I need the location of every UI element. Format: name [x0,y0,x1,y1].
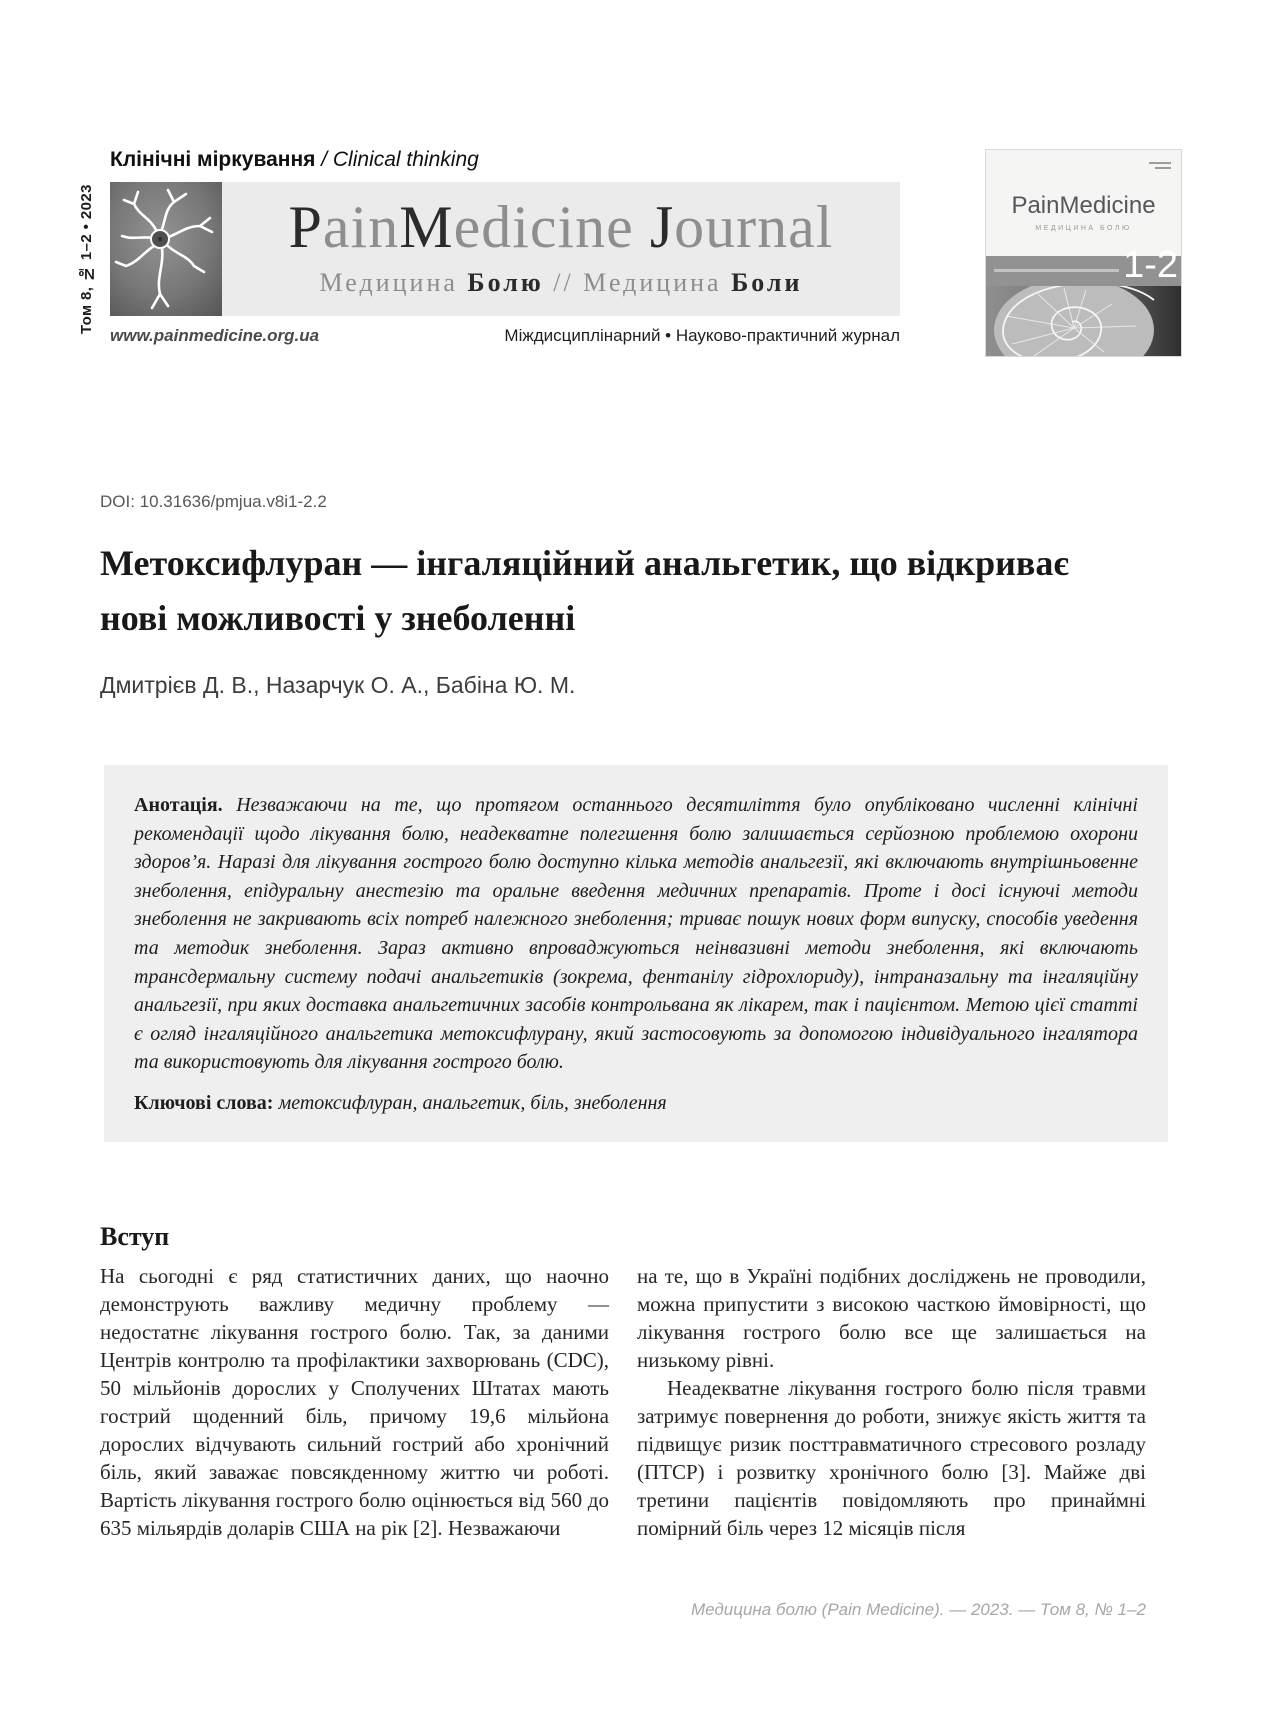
masthead-banner [222,182,900,316]
keywords-paragraph [134,1089,1138,1118]
section-heading-line [110,148,479,172]
journal-title-part: ain [322,194,400,260]
authors-line: Дмитрієв Д. В., Назарчук О. А., Бабіна Ю. М. [100,672,576,698]
journal-title [222,194,900,260]
cover-journal-subtitle: МЕДИЦИНА БОЛЮ [1035,225,1132,232]
journal-subtitle-separator: // [543,268,584,297]
journal-subtitle-part: Медицина [583,268,732,297]
journal-subtitle [222,268,900,298]
cover-issue-band [986,244,1181,286]
journal-neuron-logo-image [110,182,222,316]
body-column-left [100,1262,609,1542]
journal-subtitle-part: Боли [731,268,803,297]
cover-top-panel [986,150,1181,256]
intro-section-heading: Вступ [100,1222,170,1251]
journal-kind-label: Міждисциплінарний • Науково-практичний журнал [504,326,900,345]
journal-title-part: J [633,194,675,260]
body-column-right [637,1262,1146,1542]
section-label-ua: Клінічні міркування [110,148,316,171]
abstract-box [104,765,1168,1142]
article-title-line2: нові можливості у знеболенні [100,597,576,638]
journal-title-part: edicine [453,194,634,260]
abstract-text: Незважаючи на те, що протягом останнього десятиліття було опубліковано численні клінічні рекомендації щодо лікування болю, неадекватне полегшення болю залишається серйозною проблемою охорони здоров’я. Наразі для лікування гострого болю доступно кілька методів анальгезії, які включають внутрішньовенне знеболення, епідуральну анестезію та оральне введення медичних препаратів. Проте і досі існуючі методи знеболення не закривають всіх потреб належного знеболення; триває пошук нових форм випуску, способів уведення та методик знеболення. Зараз активно впроваджуються неінвазивні методи знеболення, які включають трансдермальну систему подачі анальгетиків (зокрема, фентанілу гідрохлориду), інтраназальну та інгаляційну анальгезії, при яких доставка анальгетичних засобів контрольвана як лікарем, так і пацієнтом. Метою цієї статті є огляд інгаляційного анальгетика метоксифлурану, який застосовують за допомогою індивідуального інгалятора та використовують для лікування гострого болю. [134,794,1138,1074]
section-label-en: / Clinical thinking [315,148,479,171]
body-paragraph: Неадекватне лікування гострого болю після травми затримує повернення до роботи, знижує якість життя та підвищує ризик посттравматичного стресового розладу (ПТСР) і розвитку хронічного болю [3]. Майже дві третини пацієнтів повідомляють про принаймні помірний біль через 12 місяців після [637,1376,1146,1540]
cover-journal-title: PainMedicine [1011,192,1156,219]
article-title-line1: Метоксифлуран — інгаляційний анальгетик, що відкриває [100,543,1069,583]
cover-menu-lines-icon [1149,162,1171,172]
masthead-subrow [110,326,900,346]
cover-issue-number: 1-2 [1123,244,1178,286]
keywords-text: метоксифлуран, анальгетик, біль, знеболення [273,1091,667,1114]
neuron-illustration [110,182,222,316]
page-footer: Медицина болю (Pain Medicine). — 2023. — Том 8, № 1–2 [690,1600,1146,1619]
journal-title-part: ournal [674,194,834,260]
journal-cover-thumbnail [986,150,1181,356]
journal-subtitle-part: Медицина [319,268,468,297]
body-paragraph: На сьогодні є ряд статистичних даних, що наочно демонструють важливу медичну проблему — недостатнє лікування гострого болю. Так, за даними Центрів контролю та профілактики захворювань (CDC), 50 мільйонів дорослих у Сполучених Штатах мають гострий щоденний біль, причому 19,6 мільйона дорослих відчувають сильний гострий або хронічний біль, який заважає повсякденному життю чи роботі. Вартість лікування гострого болю оцінюється від 560 до 635 мільярдів доларів США на рік [2]. Незважаючи [100,1264,609,1540]
article-title [100,536,1120,645]
journal-title-part: M [399,194,454,260]
journal-subtitle-part: Болю [467,268,544,297]
body-columns [100,1262,1146,1542]
body-paragraph: на те, що в Україні подібних досліджень не проводили, можна припустити з високою часткою ймовірності, що лікування гострого болю все ще залишається на низькому рівні. [637,1264,1146,1372]
keywords-label: Ключові слова: [134,1091,274,1114]
cover-band-decorative-line [994,269,1119,272]
volume-vertical-label: Том 8, № 1–2 • 2023 [78,184,95,334]
doi-line: DOI: 10.31636/pmjua.v8i1-2.2 [100,492,327,511]
journal-website-url: www.painmedicine.org.ua [110,326,320,345]
nautilus-shell-illustration [986,286,1181,356]
cover-nautilus-image [986,286,1181,356]
abstract-paragraph [134,791,1138,1077]
journal-title-part: P [288,194,323,260]
abstract-label: Анотація. [134,794,223,816]
